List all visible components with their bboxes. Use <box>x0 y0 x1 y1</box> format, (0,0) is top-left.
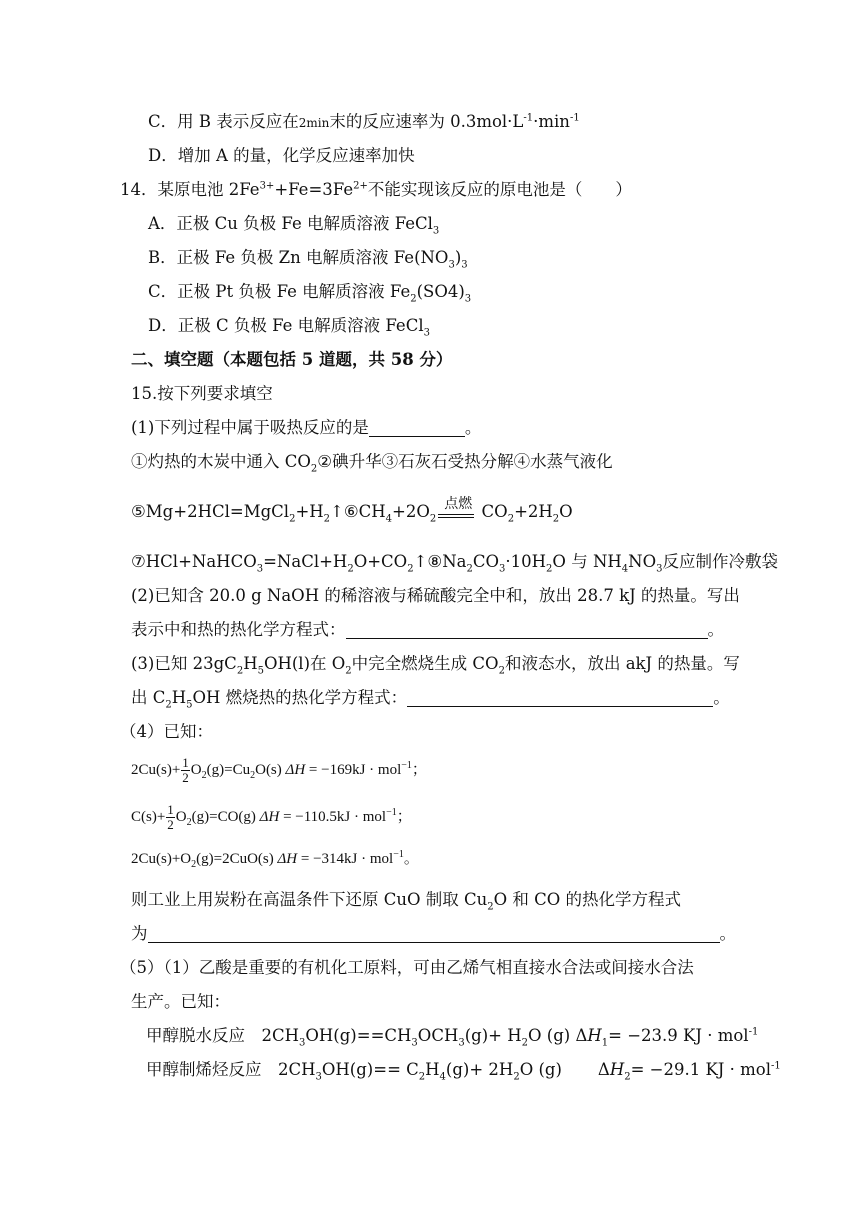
text: 中完全燃烧生成 CO <box>351 654 499 673</box>
text: NO <box>628 552 657 571</box>
q14-stem <box>120 180 632 200</box>
q15-part5-line2: 生产。已知： <box>131 992 230 1011</box>
q13-option-d: D．增加 A 的量，化学反应速率加快 <box>148 146 415 165</box>
condition-label: 点燃 <box>444 496 473 512</box>
subscript: 2 <box>186 816 192 828</box>
q15-list-line2 <box>131 496 573 525</box>
text: O <box>559 502 573 521</box>
text: OH(l)在 O <box>263 654 346 673</box>
text: O <box>190 761 202 778</box>
q15-title: 15.按下列要求填空 <box>131 384 273 403</box>
equation-1 <box>131 756 427 785</box>
text: +2O <box>392 502 430 521</box>
fraction <box>166 803 175 832</box>
text: CO <box>481 502 508 521</box>
enthalpy-symbol: ΔH <box>285 761 306 778</box>
text: = −169kJ · mol <box>305 761 402 778</box>
subscript: 3 <box>299 1037 306 1049</box>
text: O+CO <box>353 552 408 571</box>
subscript: 2 <box>624 1071 631 1083</box>
reaction-2 <box>146 1060 781 1083</box>
superscript: 2+ <box>353 180 368 192</box>
text: H <box>171 688 187 707</box>
subscript: 5 <box>186 699 193 711</box>
subscript: 1 <box>601 1037 609 1049</box>
text: = −23.9 KJ · mol <box>608 1026 749 1045</box>
superscript: -1 <box>569 112 580 124</box>
text: ； <box>396 808 412 825</box>
text: 。 <box>707 620 724 639</box>
subscript: 2 <box>165 699 172 711</box>
subscript: 2 <box>201 769 207 781</box>
q15-part2-line1: (2)已知含 20.0 g NaOH 的稀溶液与稀硫酸完全中和，放出 28.7 kJ 的热量。写出 <box>131 586 740 605</box>
text: (g)=CO(g) <box>191 808 260 825</box>
text: (SO4) <box>416 282 465 301</box>
superscript: -1 <box>771 1060 781 1072</box>
numerator: 1 <box>182 755 189 770</box>
subscript: 4 <box>439 1071 446 1083</box>
subscript: 3 <box>411 1037 418 1049</box>
text: (3)已知 23gC <box>131 654 237 673</box>
text: ⑤Mg+2HCl=MgCl <box>131 502 290 521</box>
subscript: 2 <box>418 1071 426 1083</box>
text: 表示中和热的热化学方程式： <box>131 620 346 639</box>
subscript: 2 <box>289 513 296 525</box>
superscript: −1 <box>386 806 397 818</box>
text: 14．某原电池 2Fe <box>120 180 260 199</box>
denominator: 2 <box>182 770 189 785</box>
text: H <box>243 654 258 673</box>
text: (g)=Cu <box>206 761 251 778</box>
text: O (g) <box>519 1060 562 1079</box>
subscript: 2 <box>323 513 331 525</box>
text: ) <box>454 248 462 267</box>
superscript: −1 <box>393 849 404 860</box>
subscript: 2 <box>236 665 244 677</box>
subscript: 2 <box>310 463 318 475</box>
text: ； <box>411 761 427 778</box>
text: B．正极 Fe 负极 Zn 电解质溶液 Fe(NO <box>148 248 449 267</box>
text: ↑⑧Na <box>413 552 467 571</box>
answer-blank[interactable] <box>346 622 708 639</box>
numerator: 1 <box>167 802 174 817</box>
text: 2Cu(s)+O <box>131 851 192 867</box>
text: = −29.1 KJ · mol <box>630 1060 772 1079</box>
text: H <box>425 1060 440 1079</box>
text: (g)+ H <box>464 1026 522 1045</box>
reaction-1 <box>146 1026 759 1049</box>
subscript: 2 <box>345 665 352 677</box>
equation-2 <box>131 803 412 832</box>
superscript: −1 <box>401 759 412 771</box>
text: C．用 B 表示反应在 <box>148 112 299 131</box>
subscript: 3 <box>499 563 506 575</box>
denominator: 2 <box>167 817 174 832</box>
text: C．正极 Pt 负极 Fe 电解质溶液 Fe <box>148 282 411 301</box>
text: 反应制作冷敷袋 <box>662 552 778 571</box>
text: D．正极 C 负极 Fe 电解质溶液 FeCl <box>148 316 424 335</box>
subscript: 3 <box>448 259 455 271</box>
text: OH 燃烧热的热化学方程式： <box>192 688 408 707</box>
text: +H <box>295 502 324 521</box>
text: ·min <box>533 112 570 131</box>
enthalpy-symbol: H <box>587 1026 602 1045</box>
text: O <box>175 808 187 825</box>
superscript: 3+ <box>259 180 275 192</box>
text: O 与 NH <box>552 552 622 571</box>
text: 2min <box>298 116 330 130</box>
subscript: 4 <box>621 563 629 575</box>
subscript: 2 <box>407 563 414 575</box>
text: O 和 CO 的热化学方程式 <box>493 890 682 909</box>
answer-blank[interactable] <box>148 926 720 943</box>
text: = −314kJ · mol <box>297 851 394 867</box>
subscript: 2 <box>429 513 437 525</box>
subscript: 2 <box>347 563 354 575</box>
text: ②碘升华③石灰石受热分解④水蒸气液化 <box>317 452 613 471</box>
subscript: 2 <box>410 293 417 305</box>
subscript: 2 <box>513 1071 520 1083</box>
text: (g)=2CuO(s) <box>196 851 278 867</box>
text: O (g) Δ <box>528 1026 588 1045</box>
q15-part3-line1 <box>131 654 740 677</box>
text: 为 <box>131 924 148 943</box>
enthalpy-symbol: ΔH <box>259 808 280 825</box>
subscript: 2 <box>507 513 515 525</box>
subscript: 3 <box>432 225 440 237</box>
q15-part4-title: （4）已知： <box>120 722 213 741</box>
text: 不能实现该反应的原电池是（ ） <box>367 180 632 199</box>
q15-part2-line2 <box>131 620 724 640</box>
text: 2Cu(s)+ <box>131 761 181 778</box>
q14-option-a <box>148 214 440 237</box>
text: OH(g)==CH <box>305 1026 412 1045</box>
text: ↑⑥CH <box>330 502 386 521</box>
equation-3 <box>131 849 419 869</box>
text: 和液态水，放出 akJ 的热量。写 <box>504 654 740 673</box>
q15-part4-line2 <box>131 924 736 944</box>
subscript: 3 <box>656 563 663 575</box>
q15-list-line1 <box>131 452 613 475</box>
text: 。 <box>719 924 736 943</box>
text: ①灼热的木炭中通入 CO <box>131 452 311 471</box>
q15-list-line3 <box>131 552 778 575</box>
text: 末的反应速率为 0.3mol·L <box>329 112 524 131</box>
text: =NaCl+H <box>263 552 348 571</box>
superscript: -1 <box>748 1026 759 1038</box>
enthalpy-symbol: H <box>609 1060 625 1079</box>
superscript: -1 <box>523 112 534 124</box>
text: O(s) <box>255 761 286 778</box>
subscript: 2 <box>521 1037 528 1049</box>
text: (g)+ 2H <box>445 1060 514 1079</box>
text: +Fe=3Fe <box>274 180 354 199</box>
fraction <box>181 756 190 785</box>
text: 。 <box>464 418 482 437</box>
text: +2H <box>514 502 553 521</box>
text: ⑦HCl+NaHCO <box>131 552 257 571</box>
subscript: 4 <box>385 513 393 525</box>
q15-part5-line1: （5）（1）乙酸是重要的有机化工原料，可由乙烯气相直接水合法或间接水合法 <box>120 958 694 977</box>
text: OH(g)== C <box>321 1060 419 1079</box>
subscript: 2 <box>250 769 256 781</box>
text: Δ <box>597 1060 610 1079</box>
text: 。 <box>403 851 419 867</box>
subscript: 5 <box>257 665 264 677</box>
text: 甲醇脱水反应 2CH <box>146 1026 300 1045</box>
text: 。 <box>713 688 730 707</box>
text: (1)下列过程中属于吸热反应的是 <box>131 418 369 437</box>
text: 则工业上用炭粉在高温条件下还原 CuO 制取 Cu <box>131 890 488 909</box>
q13-option-c <box>148 112 580 133</box>
text: C(s)+ <box>131 808 166 825</box>
text: = −110.5kJ · mol <box>279 808 387 825</box>
subscript: 2 <box>191 859 197 870</box>
subscript: 3 <box>458 1037 465 1049</box>
subscript: 3 <box>461 259 468 271</box>
subscript: 2 <box>546 563 553 575</box>
text: OCH <box>417 1026 459 1045</box>
q15-part3-line2 <box>131 688 730 711</box>
text: CO <box>472 552 500 571</box>
text: A．正极 Cu 负极 Fe 电解质溶液 FeCl <box>148 214 433 233</box>
subscript: 2 <box>487 901 494 913</box>
subscript: 3 <box>464 293 472 305</box>
reaction-condition-arrow <box>438 496 474 521</box>
answer-blank[interactable] <box>369 420 465 437</box>
enthalpy-symbol: ΔH <box>277 851 298 867</box>
q15-part1 <box>131 418 481 438</box>
subscript: 3 <box>256 563 264 575</box>
section-title: 二、填空题（本题包括 5 道题，共 58 分） <box>131 350 453 369</box>
text: 甲醇制烯烃反应 2CH <box>146 1060 316 1079</box>
subscript: 2 <box>552 513 560 525</box>
subscript: 3 <box>423 327 430 339</box>
subscript: 3 <box>315 1071 322 1083</box>
q15-part4-line1 <box>131 890 682 913</box>
text: ·10H <box>505 552 547 571</box>
q14-option-b <box>148 248 468 271</box>
subscript: 2 <box>498 665 505 677</box>
double-bar <box>438 514 474 518</box>
answer-blank[interactable] <box>407 690 713 707</box>
text: 出 C <box>131 688 166 707</box>
q14-option-c <box>148 282 472 305</box>
q14-option-d <box>148 316 430 339</box>
subscript: 2 <box>466 563 473 575</box>
